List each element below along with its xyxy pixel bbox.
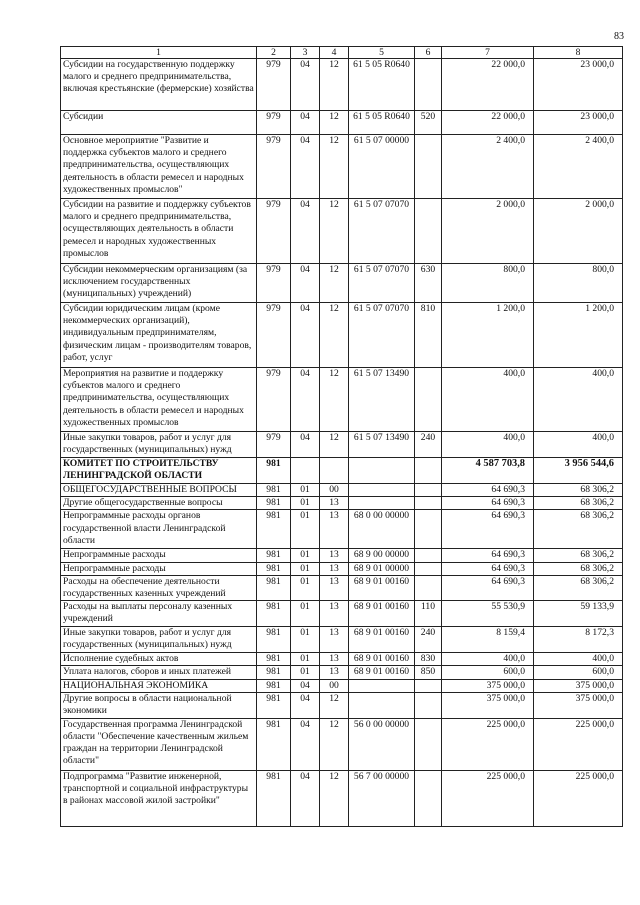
- cell-expense-type: 240: [415, 432, 442, 458]
- cell-amount-year1: 64 690,3: [442, 497, 534, 510]
- cell-subsection: 12: [320, 59, 349, 111]
- cell-code: 981: [257, 484, 291, 497]
- cell-name: Субсидии на государственную поддержку малого и среднего предпринимательства, включая крестьянские (фермерские) хозяйства: [61, 59, 257, 111]
- cell-target-article: 68 9 01 00160: [349, 627, 415, 653]
- cell-amount-year1: 800,0: [442, 264, 534, 303]
- cell-subsection: [320, 458, 349, 484]
- col-header-6: 6: [415, 47, 442, 59]
- cell-section: 04: [291, 111, 320, 135]
- cell-code: 979: [257, 264, 291, 303]
- cell-target-article: 61 5 07 13490: [349, 432, 415, 458]
- cell-amount-year1: 400,0: [442, 653, 534, 666]
- cell-section: 04: [291, 135, 320, 199]
- cell-subsection: 13: [320, 497, 349, 510]
- cell-expense-type: 110: [415, 601, 442, 627]
- cell-name: НАЦИОНАЛЬНАЯ ЭКОНОМИКА: [61, 679, 257, 692]
- cell-amount-year1: 400,0: [442, 432, 534, 458]
- col-header-1: 1: [61, 47, 257, 59]
- cell-name: ОБЩЕГОСУДАРСТВЕННЫЕ ВОПРОСЫ: [61, 484, 257, 497]
- cell-name: Субсидии юридическим лицам (кроме некоммерческих организаций), индивидуальным предпринимателям, физическим лицам - производителям товаров, работ, услуг: [61, 303, 257, 368]
- cell-target-article: 68 9 01 00160: [349, 575, 415, 600]
- cell-target-article: 61 5 07 00000: [349, 135, 415, 199]
- table-row: [61, 432, 623, 458]
- table-row: [61, 458, 623, 484]
- cell-section: 01: [291, 653, 320, 666]
- cell-name: Основное мероприятие "Развитие и поддержка субъектов малого и среднего предпринимательства, осуществляющих деятельность в области ремесел и народных художественных промыслов": [61, 135, 257, 199]
- cell-subsection: 13: [320, 562, 349, 575]
- cell-expense-type: 520: [415, 111, 442, 135]
- cell-name: Расходы на выплаты персоналу казенных учреждений: [61, 601, 257, 627]
- cell-amount-year2: 3 956 544,6: [534, 458, 623, 484]
- table-row: [61, 627, 623, 653]
- cell-target-article: [349, 484, 415, 497]
- cell-section: 01: [291, 562, 320, 575]
- cell-code: 979: [257, 368, 291, 432]
- cell-name: КОМИТЕТ ПО СТРОИТЕЛЬСТВУ ЛЕНИНГРАДСКОЙ ОБЛАСТИ: [61, 458, 257, 484]
- table-row: [61, 575, 623, 600]
- cell-section: 04: [291, 770, 320, 826]
- cell-section: 01: [291, 601, 320, 627]
- cell-amount-year2: 400,0: [534, 368, 623, 432]
- cell-name: Иные закупки товаров, работ и услуг для государственных (муниципальных) нужд: [61, 432, 257, 458]
- col-header-5: 5: [349, 47, 415, 59]
- cell-expense-type: 830: [415, 653, 442, 666]
- cell-subsection: 12: [320, 303, 349, 368]
- cell-code: 979: [257, 303, 291, 368]
- cell-expense-type: [415, 510, 442, 549]
- cell-section: 04: [291, 368, 320, 432]
- table-row: [61, 679, 623, 692]
- cell-code: 981: [257, 549, 291, 562]
- table-row: [61, 653, 623, 666]
- cell-section: 04: [291, 199, 320, 264]
- cell-name: Непрограммные расходы: [61, 562, 257, 575]
- cell-section: 04: [291, 59, 320, 111]
- cell-expense-type: [415, 692, 442, 718]
- cell-amount-year1: 8 159,4: [442, 627, 534, 653]
- cell-subsection: 13: [320, 653, 349, 666]
- cell-target-article: 61 5 07 07070: [349, 264, 415, 303]
- cell-code: 979: [257, 199, 291, 264]
- cell-name: Расходы на обеспечение деятельности государственных казенных учреждений: [61, 575, 257, 600]
- cell-target-article: 61 5 07 13490: [349, 368, 415, 432]
- cell-code: 979: [257, 59, 291, 111]
- cell-amount-year2: 375 000,0: [534, 692, 623, 718]
- cell-amount-year1: 375 000,0: [442, 679, 534, 692]
- cell-target-article: 68 9 00 00000: [349, 549, 415, 562]
- cell-subsection: 13: [320, 549, 349, 562]
- cell-amount-year1: 64 690,3: [442, 575, 534, 600]
- cell-expense-type: [415, 770, 442, 826]
- cell-subsection: 13: [320, 575, 349, 600]
- cell-amount-year2: 68 306,2: [534, 497, 623, 510]
- cell-amount-year2: 225 000,0: [534, 770, 623, 826]
- col-header-4: 4: [320, 47, 349, 59]
- col-header-8: 8: [534, 47, 623, 59]
- cell-expense-type: 810: [415, 303, 442, 368]
- cell-subsection: 13: [320, 601, 349, 627]
- page-number: 83: [614, 31, 624, 42]
- cell-name: Непрограммные расходы: [61, 549, 257, 562]
- cell-code: 981: [257, 718, 291, 770]
- col-header-3: 3: [291, 47, 320, 59]
- cell-subsection: 12: [320, 432, 349, 458]
- cell-target-article: 68 9 01 00160: [349, 653, 415, 666]
- cell-section: 01: [291, 575, 320, 600]
- cell-expense-type: [415, 575, 442, 600]
- cell-amount-year2: 800,0: [534, 264, 623, 303]
- table-row: [61, 562, 623, 575]
- table-row: [61, 111, 623, 135]
- cell-name: Подпрограмма "Развитие инженерной, транспортной и социальной инфраструктуры в районах массовой жилой застройки": [61, 770, 257, 826]
- cell-name: Исполнение судебных актов: [61, 653, 257, 666]
- cell-subsection: 00: [320, 679, 349, 692]
- cell-name: Государственная программа Ленинградской области "Обеспечение качественным жильем граждан на территории Ленинградской области": [61, 718, 257, 770]
- cell-code: 981: [257, 692, 291, 718]
- cell-section: 01: [291, 549, 320, 562]
- cell-target-article: 61 5 07 07070: [349, 199, 415, 264]
- cell-amount-year2: 23 000,0: [534, 111, 623, 135]
- table-row: [61, 368, 623, 432]
- cell-amount-year1: 55 530,9: [442, 601, 534, 627]
- cell-target-article: 68 9 01 00160: [349, 666, 415, 679]
- cell-target-article: 61 5 07 07070: [349, 303, 415, 368]
- cell-target-article: 68 9 01 00160: [349, 601, 415, 627]
- cell-section: 04: [291, 692, 320, 718]
- cell-target-article: 68 9 01 00000: [349, 562, 415, 575]
- cell-amount-year2: 2 400,0: [534, 135, 623, 199]
- cell-expense-type: [415, 549, 442, 562]
- cell-expense-type: [415, 497, 442, 510]
- budget-table: [60, 46, 623, 827]
- cell-amount-year2: 59 133,9: [534, 601, 623, 627]
- cell-target-article: [349, 497, 415, 510]
- cell-expense-type: [415, 458, 442, 484]
- cell-amount-year1: 225 000,0: [442, 718, 534, 770]
- cell-section: [291, 458, 320, 484]
- table-row: [61, 135, 623, 199]
- cell-name: Уплата налогов, сборов и иных платежей: [61, 666, 257, 679]
- table-row: [61, 303, 623, 368]
- cell-expense-type: 240: [415, 627, 442, 653]
- cell-code: 979: [257, 111, 291, 135]
- cell-section: 01: [291, 666, 320, 679]
- cell-name: Субсидии: [61, 111, 257, 135]
- cell-amount-year1: 225 000,0: [442, 770, 534, 826]
- table-row: [61, 601, 623, 627]
- cell-amount-year1: 4 587 703,8: [442, 458, 534, 484]
- table-row: [61, 497, 623, 510]
- cell-target-article: [349, 692, 415, 718]
- cell-name: Иные закупки товаров, работ и услуг для государственных (муниципальных) нужд: [61, 627, 257, 653]
- cell-expense-type: [415, 199, 442, 264]
- cell-subsection: 12: [320, 264, 349, 303]
- cell-subsection: 12: [320, 770, 349, 826]
- cell-subsection: 13: [320, 666, 349, 679]
- header-row: [61, 47, 623, 59]
- cell-code: 979: [257, 432, 291, 458]
- cell-amount-year2: 23 000,0: [534, 59, 623, 111]
- cell-amount-year1: 64 690,3: [442, 510, 534, 549]
- cell-amount-year1: 2 000,0: [442, 199, 534, 264]
- cell-amount-year2: 600,0: [534, 666, 623, 679]
- cell-subsection: 12: [320, 692, 349, 718]
- cell-target-article: 68 0 00 00000: [349, 510, 415, 549]
- cell-expense-type: [415, 679, 442, 692]
- cell-amount-year2: 68 306,2: [534, 484, 623, 497]
- cell-amount-year2: 400,0: [534, 432, 623, 458]
- cell-expense-type: [415, 562, 442, 575]
- cell-section: 04: [291, 432, 320, 458]
- table-row: [61, 549, 623, 562]
- cell-target-article: 56 0 00 00000: [349, 718, 415, 770]
- cell-code: 981: [257, 653, 291, 666]
- col-header-2: 2: [257, 47, 291, 59]
- cell-target-article: [349, 679, 415, 692]
- cell-amount-year1: 22 000,0: [442, 111, 534, 135]
- cell-expense-type: 630: [415, 264, 442, 303]
- cell-amount-year2: 8 172,3: [534, 627, 623, 653]
- cell-amount-year1: 1 200,0: [442, 303, 534, 368]
- cell-amount-year1: 22 000,0: [442, 59, 534, 111]
- cell-name: Субсидии некоммерческим организациям (за исключением государственных (муниципальных) учреждений): [61, 264, 257, 303]
- cell-subsection: 12: [320, 199, 349, 264]
- cell-expense-type: [415, 135, 442, 199]
- cell-section: 01: [291, 497, 320, 510]
- cell-code: 981: [257, 770, 291, 826]
- table-row: [61, 692, 623, 718]
- cell-code: 981: [257, 458, 291, 484]
- cell-target-article: 61 5 05 R0640: [349, 59, 415, 111]
- cell-section: 04: [291, 718, 320, 770]
- cell-amount-year1: 2 400,0: [442, 135, 534, 199]
- cell-code: 981: [257, 666, 291, 679]
- table-row: [61, 264, 623, 303]
- cell-expense-type: [415, 59, 442, 111]
- cell-amount-year2: 68 306,2: [534, 549, 623, 562]
- cell-amount-year1: 400,0: [442, 368, 534, 432]
- cell-expense-type: [415, 368, 442, 432]
- table-row: [61, 59, 623, 111]
- table-body: [61, 59, 623, 827]
- cell-section: 01: [291, 627, 320, 653]
- table-row: [61, 510, 623, 549]
- cell-code: 981: [257, 562, 291, 575]
- cell-subsection: 12: [320, 368, 349, 432]
- cell-code: 981: [257, 497, 291, 510]
- cell-section: 04: [291, 264, 320, 303]
- cell-section: 04: [291, 679, 320, 692]
- cell-target-article: 56 7 00 00000: [349, 770, 415, 826]
- cell-code: 981: [257, 627, 291, 653]
- cell-target-article: [349, 458, 415, 484]
- cell-amount-year1: 64 690,3: [442, 484, 534, 497]
- cell-expense-type: [415, 718, 442, 770]
- cell-expense-type: 850: [415, 666, 442, 679]
- cell-code: 979: [257, 135, 291, 199]
- cell-section: 01: [291, 510, 320, 549]
- cell-subsection: 13: [320, 627, 349, 653]
- table-row: [61, 484, 623, 497]
- cell-code: 981: [257, 679, 291, 692]
- cell-name: Другие общегосударственные вопросы: [61, 497, 257, 510]
- cell-amount-year2: 375 000,0: [534, 679, 623, 692]
- table-row: [61, 666, 623, 679]
- cell-amount-year1: 600,0: [442, 666, 534, 679]
- cell-amount-year2: 2 000,0: [534, 199, 623, 264]
- cell-amount-year2: 68 306,2: [534, 510, 623, 549]
- cell-amount-year2: 225 000,0: [534, 718, 623, 770]
- table-row: [61, 718, 623, 770]
- cell-section: 01: [291, 484, 320, 497]
- cell-amount-year1: 64 690,3: [442, 549, 534, 562]
- cell-code: 981: [257, 601, 291, 627]
- cell-target-article: 61 5 05 R0640: [349, 111, 415, 135]
- cell-amount-year2: 68 306,2: [534, 562, 623, 575]
- cell-subsection: 13: [320, 510, 349, 549]
- cell-name: Мероприятия на развитие и поддержку субъектов малого и среднего предпринимательства, осуществляющих деятельность в области ремесел и народных художественных промыслов: [61, 368, 257, 432]
- cell-name: Субсидии на развитие и поддержку субъектов малого и среднего предпринимательства, осуществляющих деятельность в области ремесел и народных художественных промыслов: [61, 199, 257, 264]
- cell-section: 04: [291, 303, 320, 368]
- cell-amount-year1: 375 000,0: [442, 692, 534, 718]
- cell-name: Другие вопросы в области национальной экономики: [61, 692, 257, 718]
- table-row: [61, 199, 623, 264]
- cell-code: 981: [257, 510, 291, 549]
- cell-amount-year2: 400,0: [534, 653, 623, 666]
- col-header-7: 7: [442, 47, 534, 59]
- cell-amount-year2: 1 200,0: [534, 303, 623, 368]
- cell-amount-year1: 64 690,3: [442, 562, 534, 575]
- cell-subsection: 12: [320, 111, 349, 135]
- cell-expense-type: [415, 484, 442, 497]
- cell-amount-year2: 68 306,2: [534, 575, 623, 600]
- cell-subsection: 00: [320, 484, 349, 497]
- cell-code: 981: [257, 575, 291, 600]
- table-row: [61, 770, 623, 826]
- cell-subsection: 12: [320, 718, 349, 770]
- cell-subsection: 12: [320, 135, 349, 199]
- cell-name: Непрограммные расходы органов государственной власти Ленинградской области: [61, 510, 257, 549]
